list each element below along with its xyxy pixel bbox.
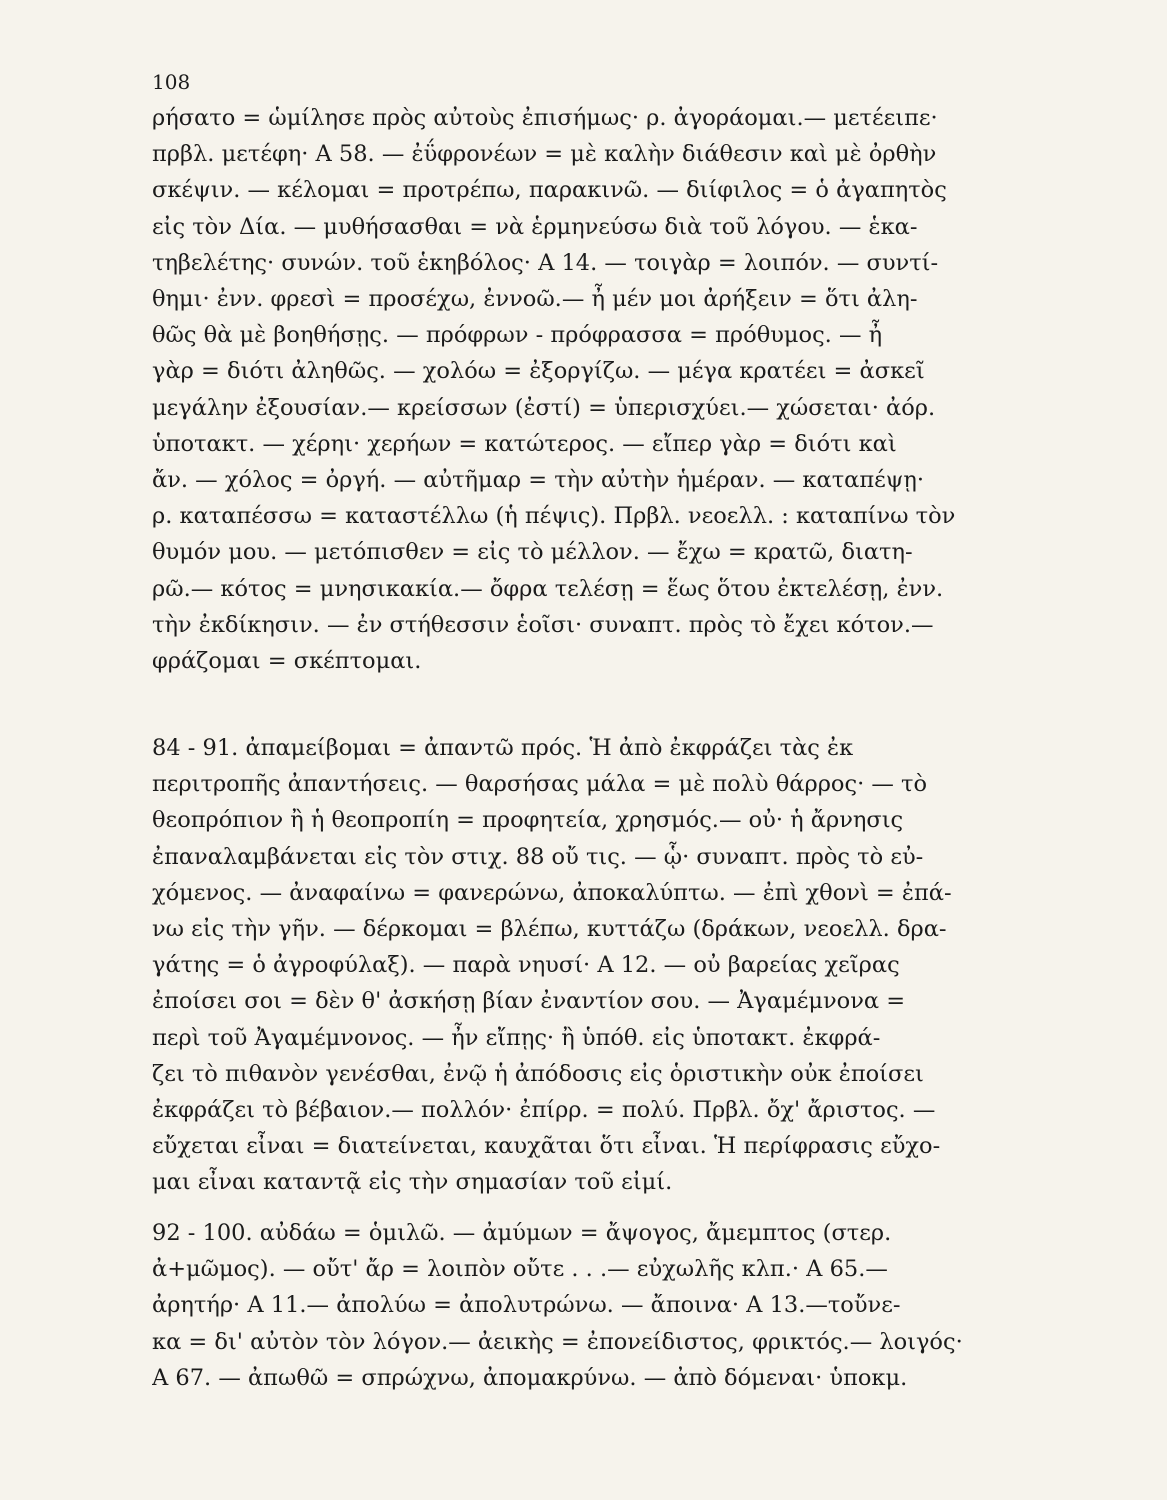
text-line: ἐπαναλαμβάνεται εἰς τὸν στιχ. 88 οὔ τις. — ᾧ· συναπτ. πρὸς τὸ εὐ-	[152, 843, 924, 870]
text-line: ὑποτακτ. — χέρηι· χερήων = κατώτερος. — εἴπερ γὰρ = διότι καὶ	[152, 430, 897, 457]
text-line: μαι εἶναι καταντᾷ εἰς τὴν σημασίαν τοῦ εἰμί.	[152, 1169, 673, 1196]
text-line: μεγάλην ἐξουσίαν.— κρείσσων (ἐστί) = ὑπερισχύει.— χώσεται· ἀόρ.	[152, 394, 936, 421]
text-line: ζει τὸ πιθανὸν γενέσθαι, ἐνῷ ἡ ἀπόδοσις εἰς ὁριστικὴν οὐκ ἐποίσει	[152, 1060, 924, 1087]
text-line: ἐποίσει σοι = δὲν θ' ἀσκήσῃ βίαν ἐναντίον σου. — Ἀγαμέμνονα =	[152, 988, 906, 1015]
text-line: χόμενος. — ἀναφαίνω = φανερώνω, ἀποκαλύπτω. — ἐπὶ χθονὶ = ἐπά-	[152, 879, 952, 906]
text-line: εἰς τὸν Δία. — μυθήσασθαι = νὰ ἑρμηνεύσω διὰ τοῦ λόγου. — ἑκα-	[152, 213, 918, 240]
text-line: γὰρ = διότι ἀληθῶς. — χολόω = ἐξοργίζω. — μέγα κρατέει = ἀσκεῖ	[152, 358, 925, 385]
text-line: θημι· ἐνν. φρεσὶ = προσέχω, ἐννοῶ.— ἦ μέν μοι ἀρήξειν = ὅτι ἀλη-	[152, 286, 918, 313]
text-line: θεοπρόπιον ἢ ἡ θεοπροπίη = προφητεία, χρησμός.— οὐ· ἡ ἄρνησις	[152, 807, 904, 834]
text-line: θῶς θὰ μὲ βοηθήσῃς. — πρόφρων - πρόφρασσα = πρόθυμος. — ἦ	[152, 322, 883, 349]
text-line: τὴν ἐκδίκησιν. — ἐν στήθεσσιν ἑοῖσι· συναπτ. πρὸς τὸ ἔχει κότον.—	[152, 611, 934, 638]
text-line: κα = δι' αὐτὸν τὸν λόγον.— ἀεικὴς = ἐπονείδιστος, φρικτός.— λοιγός·	[152, 1328, 963, 1355]
text-line: ἐκφράζει τὸ βέβαιον.— πολλόν· ἐπίρρ. = πολύ. Πρβλ. ὄχ' ἄριστος. —	[152, 1097, 936, 1124]
text-line: ἄν. — χόλος = ὀργή. — αὐτῆμαρ = τὴν αὐτὴν ἡμέραν. — καταπέψῃ·	[152, 467, 925, 494]
text-line: ρῶ.— κότος = μνησικακία.— ὄφρα τελέσῃ = ἕως ὅτου ἐκτελέσῃ, ἐνν.	[152, 575, 944, 602]
text-line: γάτης = ὁ ἀγροφύλαξ). — παρὰ νηυσί· Α 12. — οὐ βαρείας χεῖρας	[152, 952, 900, 979]
text-line: Α 67. — ἀπωθῶ = σπρώχνω, ἀπομακρύνω. — ἀπὸ δόμεναι· ὑποκμ.	[152, 1364, 908, 1391]
page-number: 108	[152, 70, 191, 94]
text-line: σκέψιν. — κέλομαι = προτρέπω, παρακινῶ. — διίφιλος = ὁ ἀγαπητὸς	[152, 177, 947, 204]
text-line: ρήσατο = ὡμίλησε πρὸς αὐτοὺς ἐπισήμως· ρ. ἀγοράομαι.— μετέειπε·	[152, 105, 938, 131]
text-line: ρ. καταπέσσω = καταστέλλω (ἡ πέψις). Πρβλ. νεοελλ. : καταπίνω τὸν	[152, 503, 956, 530]
text-line: εὔχεται εἶναι = διατείνεται, καυχᾶται ὅτι εἶναι. Ἡ περίφρασις εὔχο-	[152, 1133, 941, 1160]
text-line: 84 - 91. ἀπαμείβομαι = ἀπαντῶ πρός. Ἡ ἀπὸ ἐκφράζει τὰς ἐκ	[152, 735, 854, 761]
text-line: ἀρητήρ· Α 11.— ἀπολύω = ἀπολυτρώνω. — ἄποινα· Α 13.—τοὔνε-	[152, 1292, 901, 1319]
commentary-section-rhapsody	[152, 100, 1004, 679]
text-line: 92 - 100. αὐδάω = ὁμιλῶ. — ἀμύμων = ἄψογος, ἄμεμπτος (στερ.	[152, 1220, 892, 1246]
text-line: φράζομαι = σκέπτομαι.	[152, 648, 422, 675]
commentary-section-verses-84-91	[152, 730, 1004, 1201]
text-line: νω εἰς τὴν γῆν. — δέρκομαι = βλέπω, κυττάζω (δράκων, νεοελλ. δρα-	[152, 916, 947, 943]
text-line: πρβλ. μετέφη· Α 58. — ἐΰφρονέων = μὲ καλὴν διάθεσιν καὶ μὲ ὀρθὴν	[152, 141, 937, 168]
text-line: τηβελέτης· συνών. τοῦ ἑκηβόλος· Α 14. — τοιγὰρ = λοιπόν. — συντί-	[152, 249, 939, 276]
text-line: περὶ τοῦ Ἀγαμέμνονος. — ἦν εἴπῃς· ἢ ὑπόθ. εἰς ὑποτακτ. ἐκφρά-	[152, 1024, 881, 1051]
text-line: θυμόν μου. — μετόπισθεν = εἰς τὸ μέλλον. — ἔχω = κρατῶ, διατη-	[152, 539, 913, 566]
text-line: ἀ+μῶμος). — οὔτ' ἄρ = λοιπὸν οὔτε . . .— εὐχωλῆς κλπ.· Α 65.—	[152, 1256, 888, 1283]
commentary-section-verses-92-100	[152, 1215, 1004, 1396]
text-line: περιτροπῆς ἀπαντήσεις. — θαρσήσας μάλα = μὲ πολὺ θάρρος· — τὸ	[152, 771, 928, 798]
